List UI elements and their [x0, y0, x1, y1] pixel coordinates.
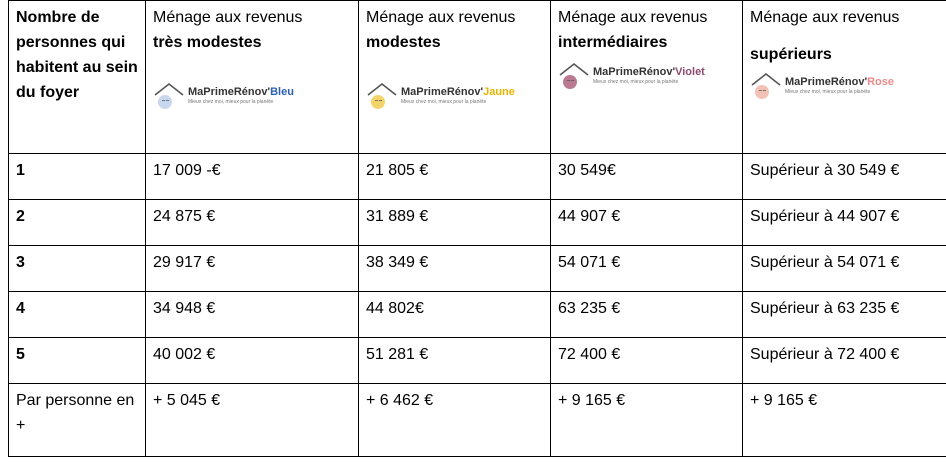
header-modestes-title [366, 5, 544, 55]
value-cell: 54 071 € [551, 246, 743, 292]
persons-cell: 1 [9, 154, 146, 200]
header-category: supérieurs [750, 46, 832, 63]
header-modestes [359, 1, 551, 154]
header-category: modestes [366, 34, 441, 51]
value-cell: 72 400 € [551, 338, 743, 384]
value-cell: 51 281 € [359, 338, 551, 384]
header-persons-label: Nombre de personnes qui habitent au sein du foyer [16, 9, 138, 101]
income-table [8, 0, 946, 457]
table-row-per-person [9, 384, 946, 457]
header-row [9, 1, 946, 154]
table-row [9, 200, 946, 246]
header-intermediaires-title [558, 5, 736, 55]
persons-cell: 4 [9, 292, 146, 338]
logo-violet [558, 59, 736, 93]
header-intermediaires [551, 1, 743, 154]
header-superieurs [743, 1, 946, 154]
value-cell: 34 948 € [146, 292, 359, 338]
table-row [9, 338, 946, 384]
header-tres-modestes [146, 1, 359, 154]
house-logo-icon [750, 71, 782, 101]
value-cell: 29 917 € [146, 246, 359, 292]
header-prefix: Ménage aux revenus [366, 9, 516, 26]
logo-brand: MaPrimeRénov'Jaune [401, 86, 515, 98]
logo-brand: MaPrimeRénov'Violet [593, 66, 705, 78]
value-cell: 30 549€ [551, 154, 743, 200]
header-prefix: Ménage aux revenus [750, 9, 900, 26]
value-cell: 21 805 € [359, 154, 551, 200]
per-person-label: Par personne en + [9, 384, 146, 457]
value-cell: 24 875 € [146, 200, 359, 246]
header-persons [9, 1, 146, 154]
value-cell: + 9 165 € [743, 384, 946, 457]
logo-tagline: Mieux chez moi, mieux pour la planète [401, 99, 487, 105]
persons-cell: 2 [9, 200, 146, 246]
value-cell: 40 002 € [146, 338, 359, 384]
value-cell: Supérieur à 44 907 € [743, 200, 946, 246]
value-cell: + 5 045 € [146, 384, 359, 457]
header-tres-modestes-title [153, 5, 352, 55]
header-prefix: Ménage aux revenus [153, 9, 303, 26]
logo-brand: MaPrimeRénov'Bleu [188, 86, 294, 98]
persons-cell: 5 [9, 338, 146, 384]
value-cell: Supérieur à 30 549 € [743, 154, 946, 200]
logo-bleu [153, 79, 352, 113]
logo-jaune [366, 79, 544, 113]
table-row [9, 292, 946, 338]
table-row [9, 246, 946, 292]
header-category: très modestes [153, 34, 262, 51]
house-logo-icon [153, 81, 185, 111]
value-cell: + 6 462 € [359, 384, 551, 457]
value-cell: 17 009 -€ [146, 154, 359, 200]
value-cell: Supérieur à 72 400 € [743, 338, 946, 384]
value-cell: 38 349 € [359, 246, 551, 292]
logo-tagline: Mieux chez moi, mieux pour la planète [188, 99, 274, 105]
logo-rose [750, 69, 940, 103]
header-category: intermédiaires [558, 34, 668, 51]
header-superieurs-title [750, 5, 940, 67]
persons-cell: 3 [9, 246, 146, 292]
house-logo-icon [366, 81, 398, 111]
house-logo-icon [558, 61, 590, 91]
value-cell: Supérieur à 63 235 € [743, 292, 946, 338]
value-cell: Supérieur à 54 071 € [743, 246, 946, 292]
value-cell: 44 907 € [551, 200, 743, 246]
logo-brand: MaPrimeRénov'Rose [785, 76, 894, 88]
value-cell: 44 802€ [359, 292, 551, 338]
value-cell: 31 889 € [359, 200, 551, 246]
header-prefix: Ménage aux revenus [558, 9, 708, 26]
logo-tagline: Mieux chez moi, mieux pour la planète [785, 89, 871, 95]
value-cell: 63 235 € [551, 292, 743, 338]
value-cell: + 9 165 € [551, 384, 743, 457]
table-row [9, 154, 946, 200]
logo-tagline: Mieux chez moi, mieux pour la planète [593, 79, 679, 85]
